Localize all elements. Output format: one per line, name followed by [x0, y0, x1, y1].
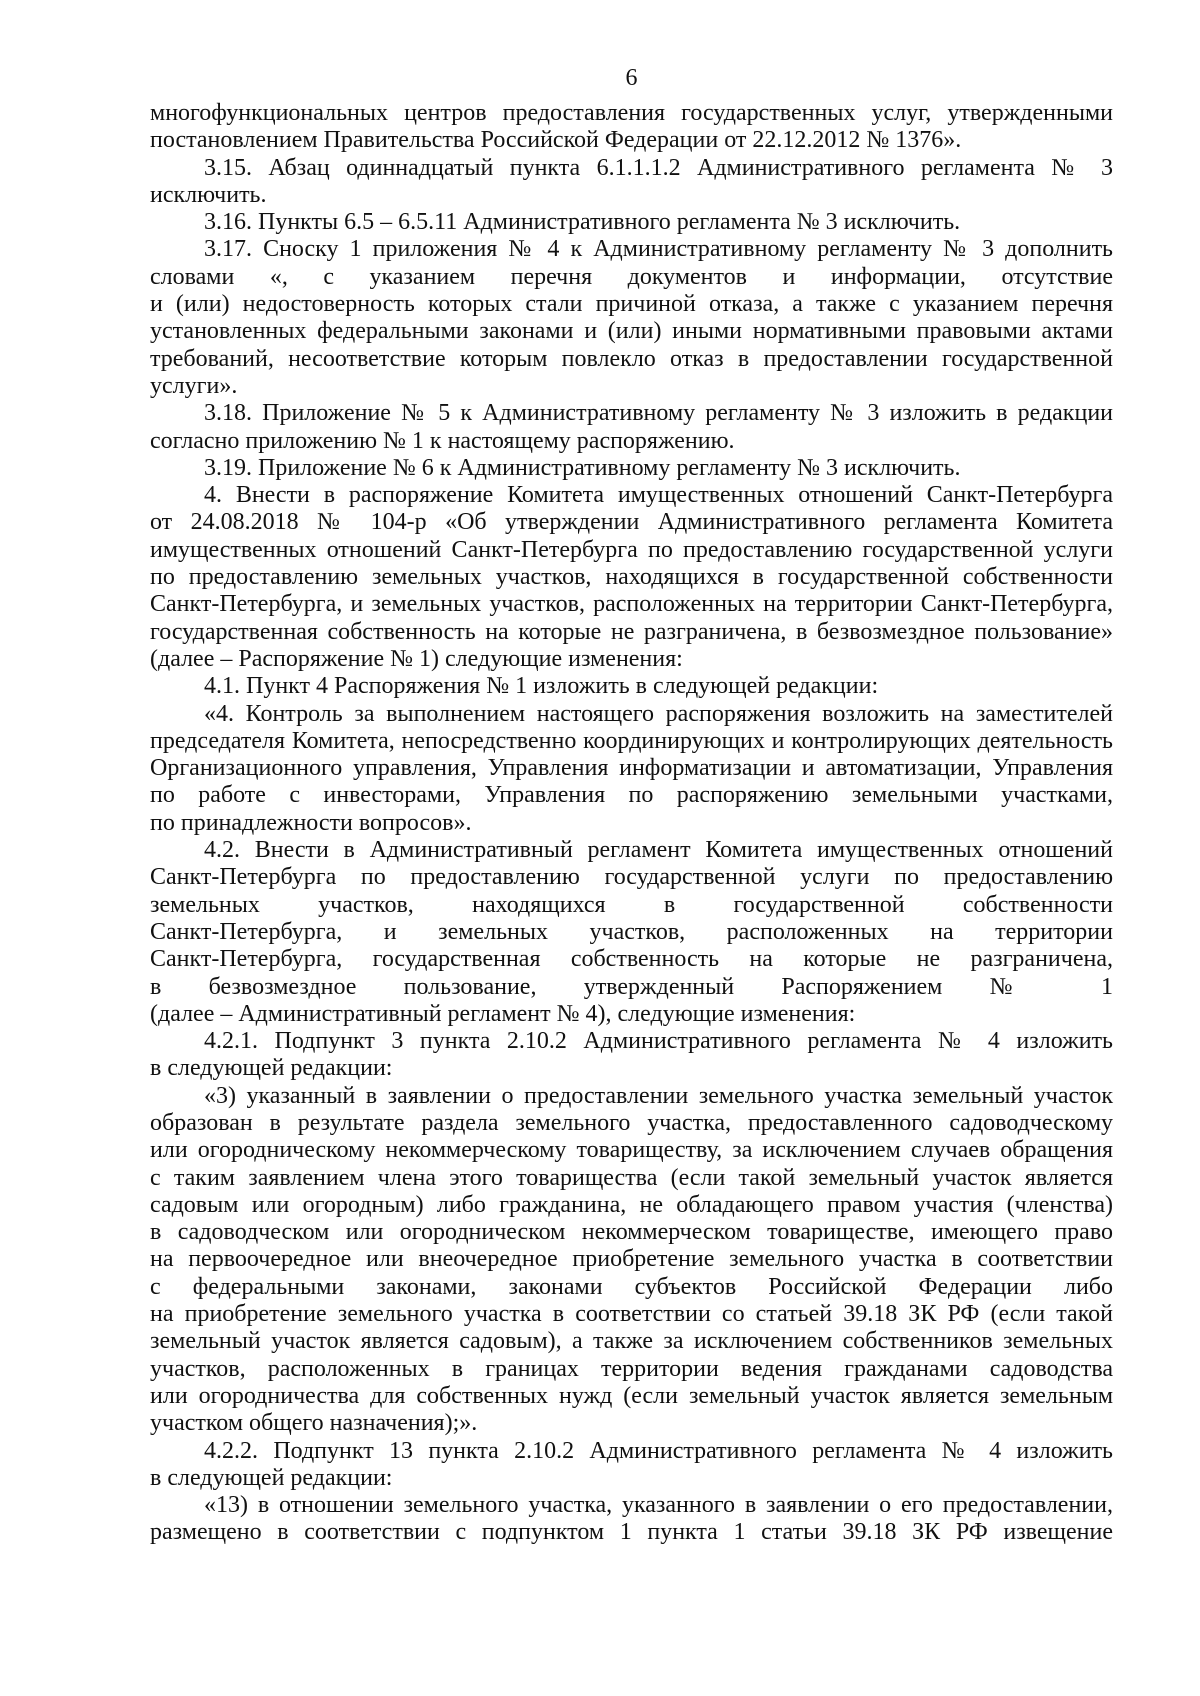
text-line: председателя Комитета, непосредственно координирующих и контролирующих деятельность: [150, 727, 1113, 754]
text-line: Санкт-Петербурга, и земельных участков, расположенных на территории: [150, 918, 1113, 945]
text-line: (далее – Административный регламент № 4), следующие изменения:: [150, 1000, 856, 1027]
text-line: в садоводческом или огородническом некоммерческом товариществе, имеющего право: [150, 1219, 1113, 1246]
paragraph-p13: [150, 1492, 1113, 1547]
paragraph-p7: [150, 673, 1113, 700]
text-line: словами «, с указанием перечня документов и информации, отсутствие: [150, 263, 1113, 290]
paragraph-p11: [150, 1083, 1113, 1438]
paragraph-p10: [150, 1028, 1113, 1083]
text-line: установленных федеральными законами и (или) иными нормативными правовыми актами: [150, 318, 1113, 345]
text-line: «13) в отношении земельного участка, указанного в заявлении о его предоставлении,: [204, 1492, 1113, 1519]
text-line: или огородническому некоммерческому товариществу, за исключением случаев обращения: [150, 1137, 1113, 1164]
text-line: 3.19. Приложение № 6 к Административному регламенту № 3 исключить.: [204, 454, 961, 481]
text-line: 3.15. Абзац одиннадцатый пункта 6.1.1.1.2 Административного регламента № 3: [204, 154, 1113, 181]
text-line: по принадлежности вопросов».: [150, 809, 472, 836]
text-line: 4.2. Внести в Административный регламент Комитета имущественных отношений: [204, 837, 1113, 864]
text-line: от 24.08.2018 № 104-р «Об утверждении Административного регламента Комитета: [150, 509, 1113, 536]
text-line: с таким заявлением члена этого товарищества (если такой земельный участок является: [150, 1164, 1113, 1191]
text-line: в следующей редакции:: [150, 1055, 393, 1082]
text-line: постановлением Правительства Российской Федерации от 22.12.2012 № 1376».: [150, 127, 962, 154]
text-line: 3.18. Приложение № 5 к Административному регламенту № 3 изложить в редакции: [204, 400, 1113, 427]
text-line: на первоочередное или внеочередное приобретение земельного участка в соответствии: [150, 1246, 1113, 1273]
text-line: Организационного управления, Управления информатизации и автоматизации, Управления: [150, 755, 1113, 782]
paragraph-p5: [150, 455, 1113, 482]
text-line: или огородничества для собственных нужд (если земельный участок является земельным: [150, 1382, 1113, 1409]
text-line: имущественных отношений Санкт-Петербурга по предоставлению государственной услуги: [150, 536, 1113, 563]
text-line: Санкт-Петербурга, и земельных участков, расположенных на территории Санкт-Петербурга,: [150, 591, 1113, 618]
text-line: услуги».: [150, 372, 238, 399]
text-line: по предоставлению земельных участков, находящихся в государственной собственности: [150, 564, 1113, 591]
text-line: «3) указанный в заявлении о предоставлении земельного участка земельный участок: [204, 1082, 1113, 1109]
text-line: земельный участок является садовым), а также за исключением собственников земельных: [150, 1328, 1113, 1355]
text-line: государственная собственность на которые не разграничена, в безвозмездное пользование»: [150, 618, 1113, 645]
text-line: земельных участков, находящихся в государственной собственности: [150, 891, 1113, 918]
paragraph-p0: [150, 100, 1113, 155]
paragraph-p8: [150, 701, 1113, 837]
document-page: [150, 64, 1113, 1547]
text-line: и (или) недостоверность которых стали причиной отказа, а также с указанием перечня: [150, 291, 1113, 318]
text-line: по работе с инвесторами, Управления по распоряжению земельными участками,: [150, 782, 1113, 809]
paragraph-p3: [150, 236, 1113, 400]
text-line: участком общего назначения);».: [150, 1410, 478, 1437]
text-line: 4.2.2. Подпункт 13 пункта 2.10.2 Административного регламента № 4 изложить: [204, 1437, 1113, 1464]
document-body: [150, 100, 1113, 1547]
text-line: на приобретение земельного участка в соответствии со статьей 39.18 ЗК РФ (если такой: [150, 1301, 1113, 1328]
text-line: в следующей редакции:: [150, 1464, 393, 1491]
text-line: Санкт-Петербурга, государственная собственность на которые не разграничена,: [150, 946, 1113, 973]
text-line: требований, несоответствие которым повлекло отказ в предоставлении государственной: [150, 345, 1113, 372]
text-line: 4. Внести в распоряжение Комитета имущественных отношений Санкт-Петербурга: [204, 482, 1113, 509]
text-line: «4. Контроль за выполнением настоящего распоряжения возложить на заместителей: [204, 700, 1113, 727]
text-line: в безвозмездное пользование, утвержденный Распоряжением № 1: [150, 973, 1113, 1000]
text-line: 4.1. Пункт 4 Распоряжения № 1 изложить в следующей редакции:: [204, 673, 879, 700]
text-line: многофункциональных центров предоставления государственных услуг, утвержденными: [150, 100, 1113, 126]
text-line: образован в результате раздела земельного участка, предоставленного садоводческому: [150, 1109, 1113, 1136]
text-line: согласно приложению № 1 к настоящему распоряжению.: [150, 427, 735, 454]
text-line: садовым или огородным) либо гражданина, не обладающего правом участия (членства): [150, 1191, 1113, 1218]
paragraph-p1: [150, 155, 1113, 210]
text-line: 3.17. Сноску 1 приложения № 4 к Административному регламенту № 3 дополнить: [204, 236, 1113, 263]
paragraph-p9: [150, 837, 1113, 1028]
text-line: участков, расположенных в границах территории ведения гражданами садоводства: [150, 1355, 1113, 1382]
text-line: 4.2.1. Подпункт 3 пункта 2.10.2 Административного регламента № 4 изложить: [204, 1028, 1113, 1055]
paragraph-p2: [150, 209, 1113, 236]
paragraph-p12: [150, 1438, 1113, 1493]
paragraph-p4: [150, 400, 1113, 455]
text-line: (далее – Распоряжение № 1) следующие изменения:: [150, 645, 683, 672]
paragraph-p6: [150, 482, 1113, 673]
text-line: Санкт-Петербурга по предоставлению государственной услуги по предоставлению: [150, 864, 1113, 891]
page-number: 6: [625, 65, 638, 91]
text-line: размещено в соответствии с подпунктом 1 пункта 1 статьи 39.18 ЗК РФ извещение: [150, 1519, 1113, 1546]
text-line: исключить.: [150, 181, 267, 208]
text-line: 3.16. Пункты 6.5 – 6.5.11 Административного регламента № 3 исключить.: [204, 209, 961, 236]
text-line: с федеральными законами, законами субъектов Российской Федерации либо: [150, 1273, 1113, 1300]
